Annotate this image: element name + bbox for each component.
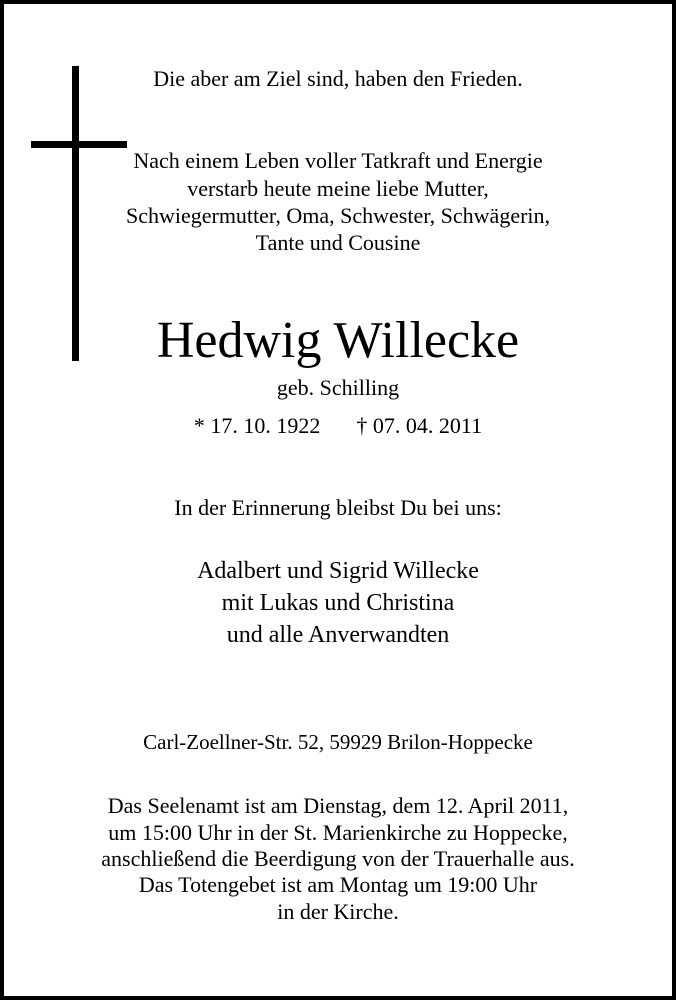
motto: Die aber am Ziel sind, haben den Frieden. bbox=[153, 66, 523, 91]
service-line: Das Totengebet ist am Montag um 19:00 Uhr bbox=[138, 872, 538, 897]
intro-line: Tante und Cousine bbox=[255, 230, 421, 255]
service-line: anschließend die Beerdigung von der Trauerhalle aus. bbox=[101, 846, 575, 871]
service-line: um 15:00 Uhr in der St. Marienkirche zu Hoppecke, bbox=[108, 820, 568, 845]
mourner-line: Adalbert und Sigrid Willecke bbox=[197, 558, 479, 584]
life-dates bbox=[0, 415, 676, 437]
birth-date: * 17. 10. 1922 bbox=[193, 413, 321, 438]
maiden-name: geb. Schilling bbox=[276, 375, 400, 400]
mourner-line: und alle Anverwandten bbox=[226, 622, 450, 648]
service-line: Das Seelenamt ist am Dienstag, dem 12. April 2011, bbox=[107, 793, 569, 818]
service-line: in der Kirche. bbox=[277, 899, 399, 924]
cross-icon-bar bbox=[31, 141, 127, 148]
address: Carl-Zoellner-Str. 52, 59929 Brilon-Hoppecke bbox=[143, 730, 533, 754]
intro-line: Nach einem Leben voller Tatkraft und Energie bbox=[133, 148, 543, 173]
intro-line: Schwiegermutter, Oma, Schwester, Schwägerin, bbox=[125, 203, 551, 228]
mourner-line: mit Lukas und Christina bbox=[221, 590, 455, 616]
death-date: † 07. 04. 2011 bbox=[356, 413, 483, 438]
deceased-name: Hedwig Willecke bbox=[156, 312, 520, 369]
intro-line: verstarb heute meine liebe Mutter, bbox=[187, 176, 489, 201]
remembrance-text: In der Erinnerung bleibst Du bei uns: bbox=[174, 495, 502, 520]
